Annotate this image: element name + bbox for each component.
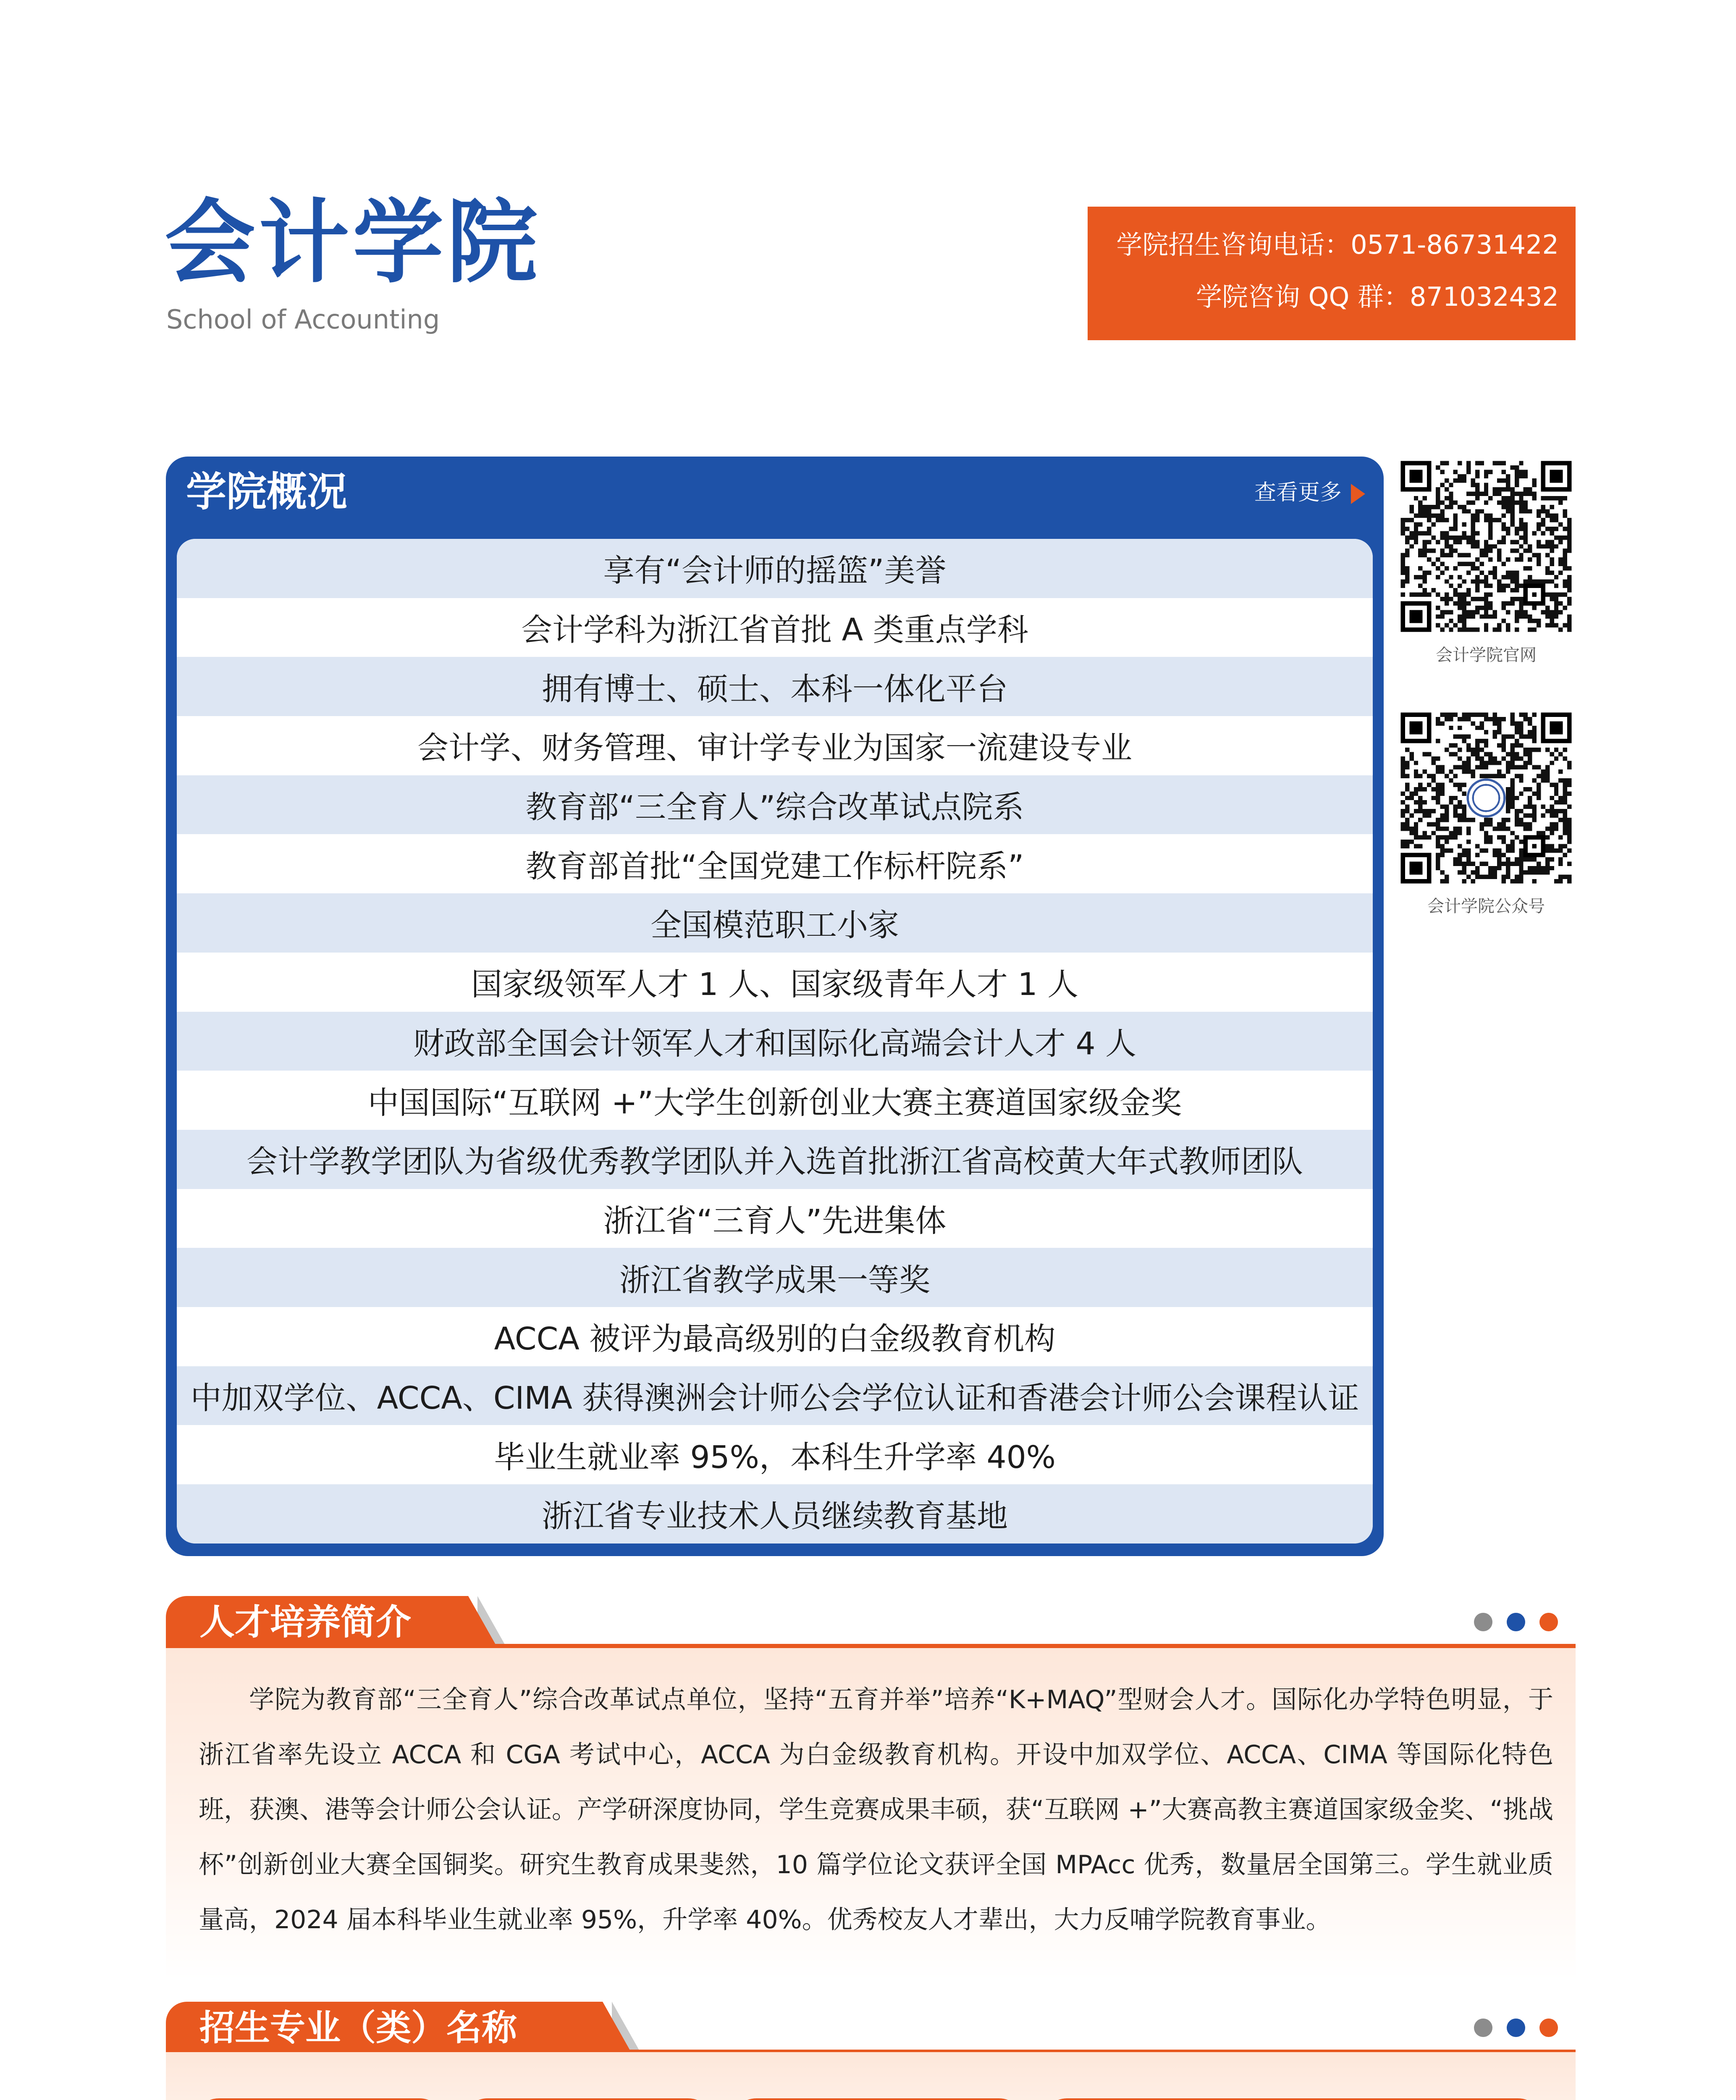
talent-section-title: 人才培养简介 bbox=[166, 1596, 468, 1648]
overview-item: 教育部首批“全国党建工作标杆院系” bbox=[177, 834, 1373, 893]
dot-gray-icon bbox=[1474, 1613, 1492, 1631]
qq-group: 学院咨询 QQ 群：871032432 bbox=[1196, 281, 1559, 312]
header-slant-decoration bbox=[468, 1596, 498, 1648]
overview-list bbox=[177, 539, 1373, 1544]
major-accounting-sino-foreign-button[interactable] bbox=[1039, 2098, 1546, 2100]
majors-panel bbox=[166, 2052, 1576, 2100]
wechat-qr-code[interactable] bbox=[1396, 708, 1576, 888]
overview-item: 毕业生就业率 95%，本科生升学率 40% bbox=[177, 1425, 1373, 1484]
talent-section-header bbox=[166, 1596, 1576, 1648]
play-arrow-icon bbox=[1351, 484, 1365, 504]
overview-item: ACCA 被评为最高级别的白金级教育机构 bbox=[177, 1307, 1373, 1366]
overview-item: 浙江省教学成果一等奖 bbox=[177, 1248, 1373, 1307]
overview-item: 教育部“三全育人”综合改革试点院系 bbox=[177, 775, 1373, 835]
majors-section-title: 招生专业（类）名称 bbox=[166, 2002, 603, 2054]
dot-orange-icon bbox=[1539, 2019, 1558, 2037]
majors-section-header bbox=[166, 2002, 1576, 2054]
qr-code-icon bbox=[1396, 457, 1576, 636]
wechat-qr-label: 会计学院公众号 bbox=[1427, 897, 1545, 916]
overview-item: 全国模范职工小家 bbox=[177, 893, 1373, 953]
overview-item: 享有“会计师的摇篮”美誉 bbox=[177, 539, 1373, 598]
page-title: 会计学院 bbox=[165, 190, 541, 295]
dot-blue-icon bbox=[1507, 1613, 1525, 1631]
header-underline bbox=[468, 1644, 1576, 1648]
dot-blue-icon bbox=[1507, 2019, 1525, 2037]
major-auditing-button[interactable] bbox=[460, 2098, 716, 2100]
overview-item: 拥有博士、硕士、本科一体化平台 bbox=[177, 657, 1373, 716]
page-subtitle: School of Accounting bbox=[166, 304, 440, 335]
view-more-link[interactable] bbox=[1254, 482, 1365, 504]
qr-code-icon bbox=[1396, 708, 1576, 888]
overview-item: 会计学教学团队为省级优秀教学团队并入选首批浙江省高校黄大年式教师团队 bbox=[177, 1130, 1373, 1189]
dot-orange-icon bbox=[1539, 1613, 1558, 1631]
major-financial-management-button[interactable] bbox=[729, 2098, 1027, 2100]
overview-item: 财政部全国会计领军人才和国际化高端会计人才 4 人 bbox=[177, 1012, 1373, 1071]
overview-item: 浙江省专业技术人员继续教育基地 bbox=[177, 1484, 1373, 1544]
overview-item: 会计学科为浙江省首批 A 类重点学科 bbox=[177, 598, 1373, 657]
header-slant-decoration bbox=[603, 2002, 632, 2054]
talent-intro-text: 学院为教育部“三全育人”综合改革试点单位，坚持“五育并举”培养“K+MAQ”型财会人才。国际化办学特色明显，于浙江省率先设立 ACCA 和 CGA 考试中心，ACCA 为白金级教育机构。开设中加双学位、ACCA、CIMA 等国际化特色班，获澳、港等会计师公会认证。产学研深度协同，学生竞赛成果丰硕，获“互联网 +”大赛高教主赛道国家级金奖、“挑战杯”创新创业大赛全国铜奖。研究生教育成果斐然，10 篇学位论文获评全国 MPAcc 优秀，数量居全国第三。学生就业质量高，2024 届本科毕业生就业率 95%，升学率 40%。优秀校友人才辈出，大力反哺学院教育事业。 bbox=[199, 1685, 1553, 1935]
overview-item: 国家级领军人才 1 人、国家级青年人才 1 人 bbox=[177, 953, 1373, 1012]
overview-item: 中国国际“互联网 +”大学生创新创业大赛主赛道国家级金奖 bbox=[177, 1071, 1373, 1130]
website-qr-code[interactable] bbox=[1396, 457, 1576, 636]
overview-item: 中加双学位、ACCA、CIMA 获得澳洲会计师公会学位认证和香港会计师公会课程认证 bbox=[177, 1366, 1373, 1425]
overview-panel bbox=[166, 457, 1384, 1556]
website-qr-label: 会计学院官网 bbox=[1436, 646, 1537, 665]
overview-title: 学院概况 bbox=[186, 468, 347, 515]
talent-intro-panel bbox=[166, 1648, 1576, 1980]
admission-phone: 学院招生咨询电话：0571-86731422 bbox=[1116, 229, 1559, 260]
major-accounting-button[interactable] bbox=[191, 2098, 447, 2100]
overview-item: 浙江省“三育人”先进集体 bbox=[177, 1189, 1373, 1248]
dot-gray-icon bbox=[1474, 2019, 1492, 2037]
view-more-label: 查看更多 bbox=[1254, 480, 1342, 505]
contact-box bbox=[1088, 207, 1576, 340]
overview-item: 会计学、财务管理、审计学专业为国家一流建设专业 bbox=[177, 716, 1373, 775]
